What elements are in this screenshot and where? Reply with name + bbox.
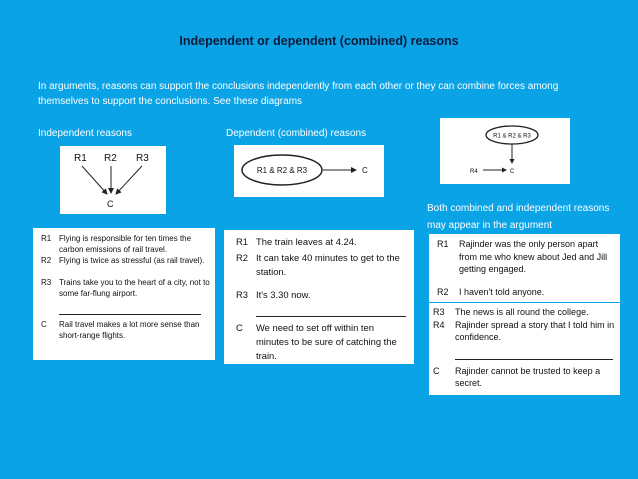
label-both: Both combined and independent reasons may appear in the argument [427,203,610,231]
reason-key: R1 [236,236,248,247]
reason-r1 [236,235,408,249]
reason-key: R1 [437,239,449,249]
node-combined: R1 & R2 & R3 [256,166,308,175]
node-c: C [510,169,515,175]
reason-r2 [41,256,211,267]
diagram-both [440,118,570,184]
diagram-both-svg [440,118,570,184]
conclusion-rule [59,314,201,315]
reason-r3 [236,288,408,302]
reason-text: Flying is twice as stressful (as rail travel). [59,256,205,265]
arrow-r1-c [82,166,107,194]
reason-r3 [433,306,615,318]
reason-r4 [433,319,615,343]
reason-key: R4 [433,320,445,330]
slide-title: Independent or dependent (combined) reasons [179,34,459,48]
conclusion-text: We need to set off within ten minutes to be sure of catching the train. [256,322,397,361]
reason-r2 [437,286,615,299]
reason-text: Trains take you to the heart of a city, not to some far-flung airport. [59,278,210,298]
reason-key: R1 [41,234,52,243]
reason-text: It can take 40 minutes to get to the station. [256,252,400,277]
reason-key: R3 [236,289,248,300]
diagram-independent [60,146,166,214]
node-r3: R3 [136,153,149,164]
reason-text: The train leaves at 4.24. [256,236,357,247]
reason-text: The news is all round the college. [455,307,589,317]
reason-key: R2 [437,287,449,297]
reason-text: I haven't told anyone. [459,287,545,297]
reason-r3 [41,278,211,299]
reason-key: R2 [41,256,52,265]
reason-r1 [437,238,615,276]
reason-text: Rajinder spread a story that I told him in confidence. [455,320,615,342]
conclusion-text: Rajinder cannot be trusted to keep a secret. [455,366,601,388]
conclusion-key: C [236,322,243,333]
reason-text: Rajinder was the only person apart from me who knew about Jed and Jill getting engaged. [459,239,608,274]
node-r2: R2 [104,153,117,164]
reason-key: R3 [433,307,445,317]
node-r1: R1 [74,153,87,164]
arrow-r3-c [116,166,142,194]
label-independent: Independent reasons [38,128,132,139]
reason-r1 [41,234,211,255]
conclusion-text: Rail travel makes a lot more sense than short-range flights. [59,320,200,340]
reason-text: Flying is responsible for ten times the carbon emissions of rail travel. [59,234,192,254]
diagram-dependent-svg [234,145,384,197]
conclusion-c [433,365,615,389]
node-combined: R1 & R2 & R3 [493,133,531,140]
reason-key: R2 [236,252,248,263]
node-r4: R4 [470,169,478,175]
conclusion-key: C [433,366,440,376]
card-train-example [224,230,414,364]
node-c: C [107,199,114,209]
card-rajinder-bottom [429,303,620,395]
conclusion-rule [455,359,613,360]
intro-text: In arguments, reasons can support the conclusions independently from each other or they can combine forces among themselves to support the conclusions. See these diagrams [38,81,559,107]
reason-key: R3 [41,278,52,287]
diagram-independent-svg [60,146,166,214]
conclusion-c [41,319,211,341]
card-rajinder-top [429,234,620,302]
conclusion-rule [256,316,406,317]
conclusion-c [236,321,408,363]
reason-text: It's 3.30 now. [256,289,311,300]
label-dependent: Dependent (combined) reasons [226,128,367,139]
reason-r2 [236,251,408,279]
conclusion-key: C [41,320,47,329]
diagram-dependent [234,145,384,197]
node-c: C [362,166,368,175]
card-flying-example [33,228,215,360]
